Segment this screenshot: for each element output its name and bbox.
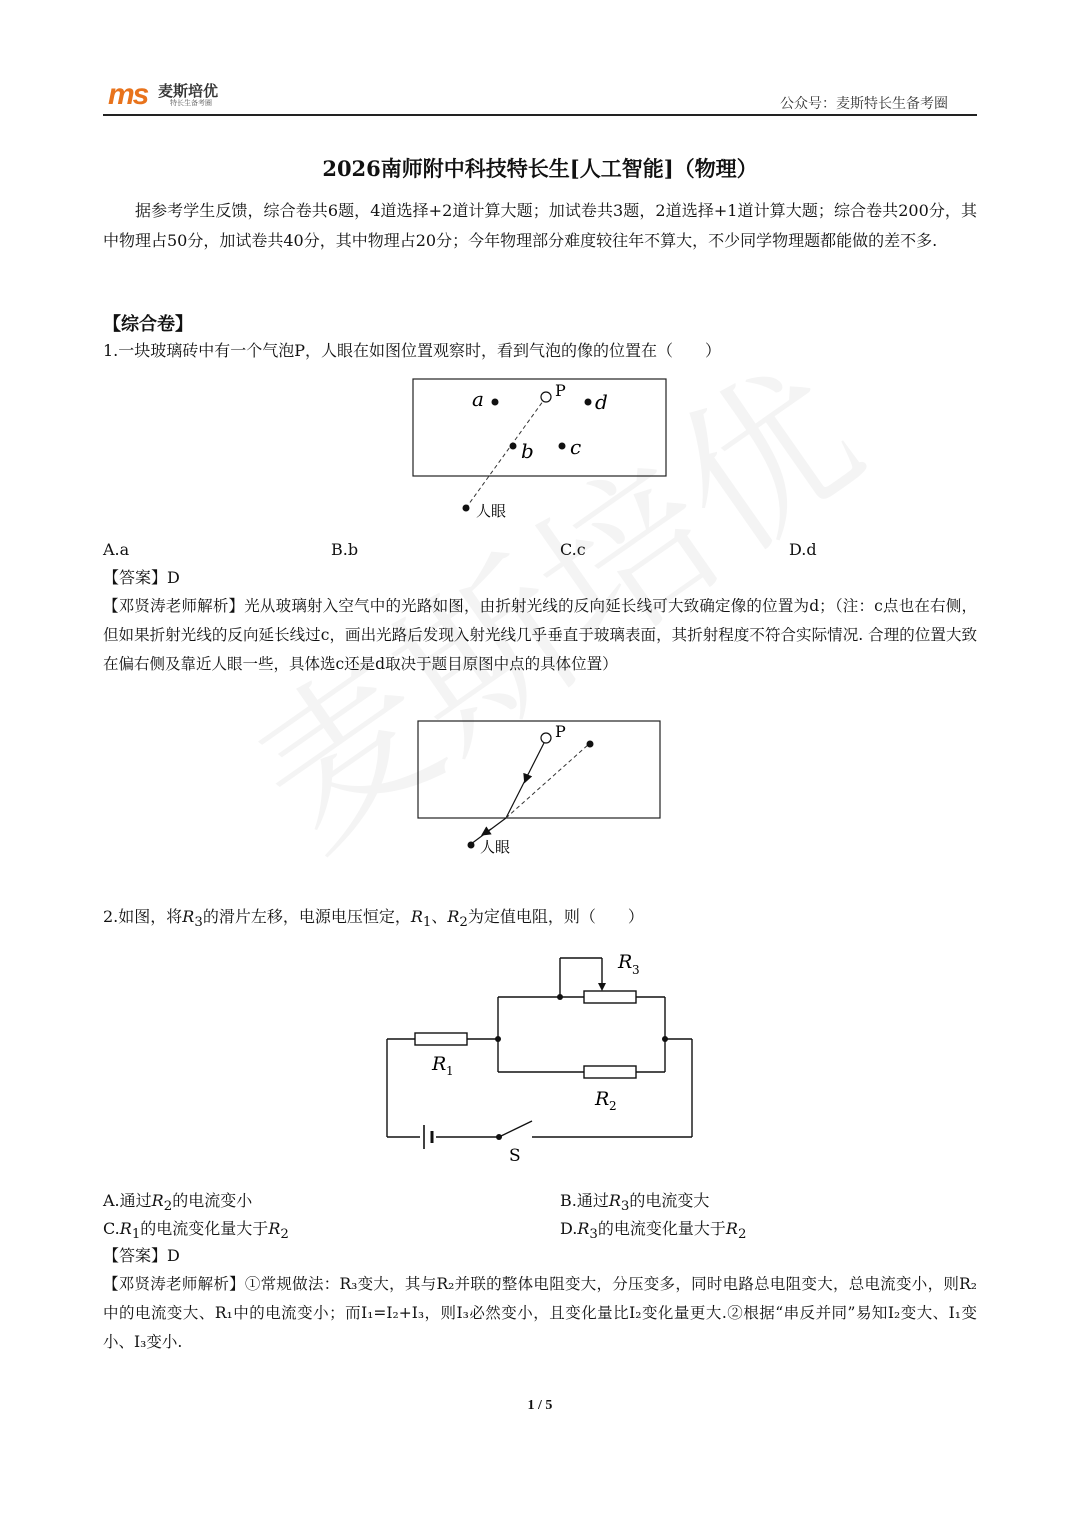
bubble-p	[541, 392, 551, 402]
label-s: S	[509, 1146, 521, 1166]
glass-block	[413, 379, 666, 476]
question-1-analysis: 【邓贤涛老师解析】光从玻璃射入空气中的光路如图，由折射光线的反向延长线可大致确定像的位置为d；（注：c点也在右侧，但如果折射光线的反向延长线过c，画出光路后发现入射光线几乎垂直于玻璃表面，其折射程度不符合实际情况. 合理的位置大致在偏右侧及靠近人眼一些，具体选c还是d取决于题目原图中点的具体位置）	[103, 597, 977, 673]
question-1-analysis-figure	[405, 712, 675, 862]
svg-text:2: 2	[609, 1099, 617, 1113]
question-2-analysis: 【邓贤涛老师解析】①常规做法：R₃变大，其与R₂并联的整体电阻变大，分压变多，同时电路总电阻变大，总电流变小，则R₂中的电流变大、R₁中的电流变小；而I₁=I₂+I₃，则I₃必然变小，且变化量比I₂变化量更大.②根据“串反并同”易知I₂变大、I₁变小、I₃变小.	[103, 1275, 977, 1351]
label-r3: R	[618, 951, 633, 973]
resistor-r2	[584, 1066, 636, 1078]
intro-paragraph: 据参考学生反馈，综合卷共6题，4道选择+2道计算大题；加试卷共3题，2道选择+1道计算大题；综合卷共200分，其中物理占50分，加试卷共40分，其中物理占20分；今年物理部分难度较往年不算大，不少同学物理题都能做的差不多.	[103, 201, 977, 250]
logo-name: 麦斯培优	[158, 82, 219, 100]
section-heading: 【综合卷】	[103, 314, 193, 335]
option-a: A.a	[103, 540, 130, 559]
question-1-answer: 【答案】D	[103, 568, 180, 587]
question-1-stem: 1.一块玻璃砖中有一个气泡P，人眼在如图位置观察时，看到气泡的像的位置在（ ）	[103, 341, 722, 360]
logo-mark: ms	[108, 78, 148, 111]
point-d	[585, 399, 592, 406]
option-c: C.c	[560, 540, 586, 559]
label-d: d	[595, 390, 608, 414]
label-b: b	[521, 439, 534, 463]
question-2-option-c: $C.R_1$的电流变化量大于$R_2$	[103, 1219, 289, 1243]
question-2-stem: 2.如图，将$R_3$的滑片左移，电源电压恒定，$R_1$、$R_2$为定值电阻，则（ ）	[103, 907, 644, 931]
bubble-p	[541, 733, 551, 743]
switch-blade	[499, 1121, 532, 1137]
label-r1: R	[432, 1053, 447, 1075]
label-r2: R	[595, 1088, 610, 1110]
svg-text:3: 3	[632, 963, 640, 977]
label-p: P	[555, 722, 566, 741]
refracted-arrow	[485, 829, 491, 833]
point-c	[559, 443, 566, 450]
point-b	[510, 443, 517, 450]
point-a	[492, 399, 499, 406]
slider-arrow	[598, 983, 606, 991]
incident-arrow	[526, 774, 528, 779]
label-eye: 人眼	[480, 838, 511, 856]
eye-point	[463, 505, 470, 512]
resistor-r3	[584, 991, 636, 1003]
glass-block	[418, 721, 660, 818]
label-p: P	[555, 381, 566, 400]
label-c: c	[570, 435, 582, 459]
sight-line	[466, 397, 546, 508]
option-b: B.b	[331, 540, 359, 559]
header-account: 公众号：麦斯特长生备考圈	[780, 96, 948, 112]
question-2-option-a: A.通过$R_2$的电流变小	[103, 1191, 253, 1215]
svg-text:1: 1	[446, 1064, 454, 1078]
header-divider	[103, 114, 977, 116]
option-d: D.d	[789, 540, 817, 559]
label-a: a	[472, 387, 484, 411]
page-number: 1 / 5	[527, 1398, 553, 1413]
question-2-option-b: B.通过$R_3$的电流变大	[560, 1191, 710, 1215]
eye-point	[468, 842, 475, 849]
image-point	[587, 741, 594, 748]
question-2-option-d: $D.R_3$的电流变化量大于$R_2$	[560, 1219, 747, 1243]
question-2-circuit	[370, 945, 710, 1170]
resistor-r1	[415, 1033, 467, 1045]
question-2-answer: 【答案】D	[103, 1246, 180, 1265]
page-title: 2026南师附中科技特长生[人工智能]（物理）	[322, 156, 758, 181]
logo-subtitle: 特长生备考圈	[170, 99, 212, 107]
label-eye: 人眼	[476, 502, 507, 520]
question-1-figure	[400, 372, 680, 522]
extension-line	[506, 744, 589, 818]
